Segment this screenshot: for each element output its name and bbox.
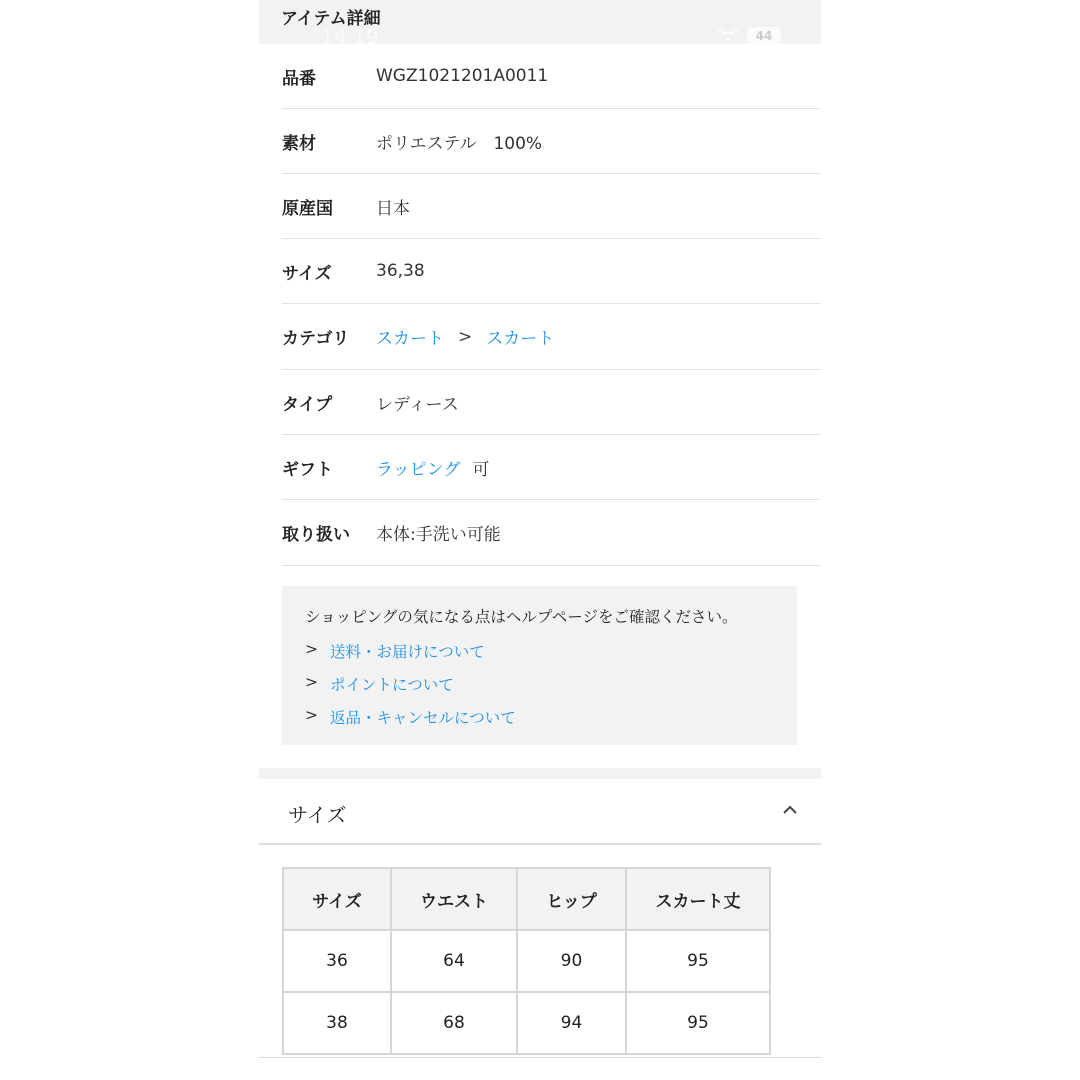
detail-label: タイプ	[282, 394, 333, 415]
detail-row-size	[282, 239, 821, 304]
size-table	[282, 867, 771, 1055]
phone-screen	[259, 0, 821, 1080]
status-time: 14:19	[321, 25, 379, 49]
help-item-returns[interactable]	[305, 706, 516, 728]
size-col-header: ヒップ	[517, 868, 626, 930]
table-row	[283, 930, 770, 992]
item-detail-table	[282, 44, 821, 566]
detail-label: ギフト	[282, 459, 333, 480]
gift-availability: 可	[472, 459, 490, 480]
section-title: アイテム詳細	[281, 9, 381, 29]
help-box	[282, 586, 797, 745]
size-cell: 90	[517, 930, 626, 992]
detail-label: 原産国	[282, 198, 333, 219]
item-detail-header	[259, 0, 821, 49]
help-item-shipping[interactable]	[305, 640, 485, 662]
table-row	[283, 992, 770, 1054]
help-link-shipping[interactable]: 送料・お届けについて	[330, 643, 485, 661]
wifi-icon	[717, 29, 739, 43]
detail-row-category	[282, 304, 821, 370]
section-divider	[259, 768, 821, 779]
detail-label: 品番	[282, 68, 316, 89]
detail-row-care	[282, 500, 821, 566]
size-col-header: スカート丈	[626, 868, 770, 930]
detail-value: 36,38	[376, 261, 425, 281]
category-link-child[interactable]: スカート	[486, 329, 555, 349]
category-path	[376, 324, 554, 349]
detail-label: 取り扱い	[282, 525, 350, 545]
chevron-right-icon: >	[305, 673, 318, 691]
detail-value: レディース	[376, 394, 459, 415]
detail-label: 素材	[282, 133, 316, 154]
help-link-returns[interactable]: 返品・キャンセルについて	[330, 709, 516, 727]
detail-value: 本体:手洗い可能	[376, 525, 501, 545]
help-item-points[interactable]	[305, 673, 454, 695]
detail-value: WGZ1021201A0011	[376, 66, 549, 86]
detail-row-origin	[282, 174, 821, 239]
detail-value: ポリエステル 100%	[376, 133, 543, 154]
category-separator: >	[458, 326, 473, 347]
bottom-divider	[259, 1057, 821, 1058]
size-col-header: ウエスト	[391, 868, 517, 930]
detail-row-type	[282, 370, 821, 435]
detail-row-gift	[282, 435, 821, 500]
detail-value: 日本	[376, 198, 410, 219]
detail-label: サイズ	[282, 263, 332, 284]
chevron-right-icon: >	[305, 706, 318, 724]
size-accordion-header[interactable]	[259, 779, 821, 845]
size-cell: 36	[283, 930, 391, 992]
size-section-title: サイズ	[288, 803, 347, 827]
size-cell: 38	[283, 992, 391, 1054]
detail-row-item-number	[282, 44, 821, 109]
help-intro: ショッピングの気になる点はヘルプページをご確認ください。	[305, 608, 738, 626]
chevron-up-icon[interactable]	[781, 801, 799, 819]
battery-icon: 44	[747, 27, 781, 45]
help-link-points[interactable]: ポイントについて	[330, 676, 454, 694]
size-cell: 95	[626, 992, 770, 1054]
size-cell: 94	[517, 992, 626, 1054]
wrapping-link[interactable]: ラッピング	[376, 459, 461, 480]
size-col-header: サイズ	[283, 868, 391, 930]
category-link-parent[interactable]: スカート	[376, 329, 444, 349]
gift-value	[376, 455, 489, 480]
size-cell: 68	[391, 992, 517, 1054]
size-cell: 95	[626, 930, 770, 992]
size-cell: 64	[391, 930, 517, 992]
detail-row-material	[282, 109, 821, 174]
chevron-right-icon: >	[305, 640, 318, 658]
size-table-header-row	[283, 868, 770, 930]
detail-label: カテゴリ	[282, 329, 350, 349]
status-icons	[717, 27, 781, 45]
